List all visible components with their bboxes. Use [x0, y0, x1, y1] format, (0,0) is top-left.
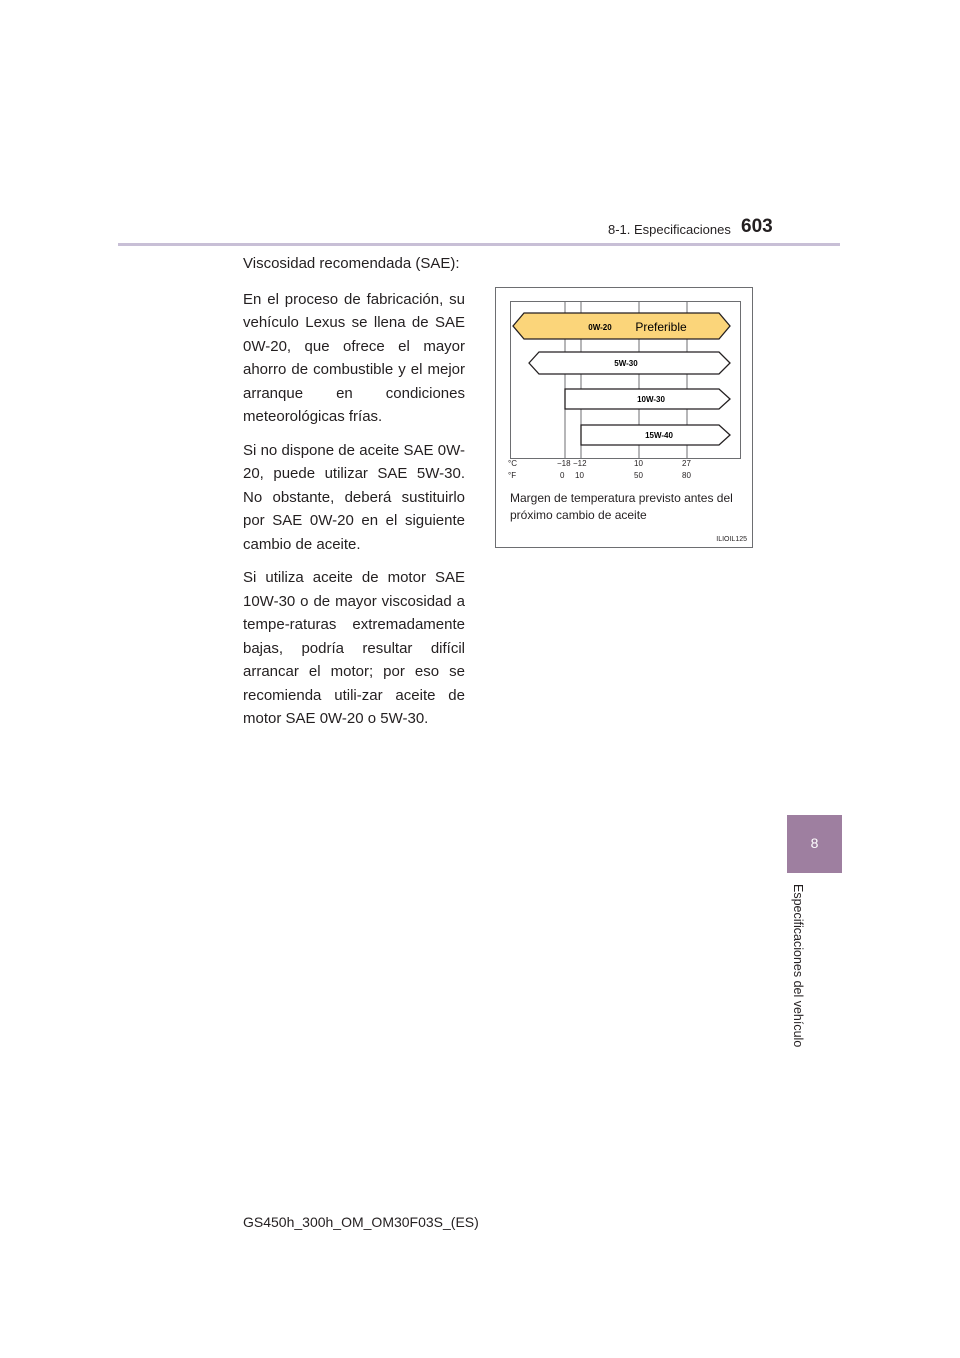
bar-15w-40: [581, 425, 730, 445]
header-divider: [118, 243, 840, 246]
bar-0w-20-shape: [513, 313, 730, 339]
bar-0w-20-label: 0W-20: [588, 323, 612, 332]
figure-id: ILIOIL125: [716, 536, 747, 543]
chapter-tab: [787, 815, 842, 873]
body-text: [243, 252, 465, 741]
chapter-title: Especificaciones del vehículo: [791, 884, 805, 1048]
unit-celsius: °C: [508, 459, 517, 468]
bar-0w-20-note: Preferible: [635, 320, 687, 334]
figure-caption: Margen de temperatura previsto antes del próximo cambio de aceite: [510, 491, 733, 522]
viscosity-figure: [495, 287, 753, 548]
tick-f: 80: [682, 471, 691, 480]
bar-5w-30-label: 5W-30: [614, 359, 638, 368]
bar-15w-40-label: 15W-40: [645, 431, 673, 440]
paragraph: En el proceso de fabricación, su vehículo Lexus se llena de SAE 0W-20, que ofrece el mayor ahorro de combustible y el mejor arranque en condiciones meteorológicas frías.: [243, 290, 465, 425]
document-code: GS450h_300h_OM_OM30F03S_(ES): [243, 1214, 479, 1230]
bar-0w-20: [513, 313, 730, 339]
viscosity-chart: [510, 301, 741, 459]
page-number: 603: [741, 216, 773, 237]
tick-f: 0: [560, 471, 565, 480]
paragraph-lead: Viscosidad recomendada (SAE):: [243, 255, 460, 272]
chapter-side-label: [787, 884, 805, 1054]
tick-f: 10: [575, 471, 584, 480]
tick-c: −12: [573, 459, 587, 468]
bar-5w-30: [529, 352, 730, 374]
section-title: 8-1. Especificaciones: [608, 222, 731, 237]
paragraph: Si no dispone de aceite SAE 0W-20, puede utilizar SAE 5W-30. No obstante, deberá sustituirlo por SAE 0W-20 en el siguiente cambio de aceite.: [243, 441, 465, 553]
unit-fahrenheit: °F: [508, 471, 517, 480]
tick-c: 27: [682, 459, 691, 468]
bar-10w-30: [565, 389, 730, 409]
tick-c: −18: [557, 459, 571, 468]
paragraph: Si utiliza aceite de motor SAE 10W-30 o de mayor viscosidad a tempe-raturas extremadamente bajas, podría resultar difícil arrancar el motor; por eso se recomienda utili-zar aceite de motor SAE 0W-20 o 5W-30.: [243, 569, 465, 727]
bar-10w-30-label: 10W-30: [637, 395, 665, 404]
chapter-number: 8: [810, 835, 819, 851]
viscosity-chart-svg: [511, 302, 740, 458]
tick-c: 10: [634, 459, 643, 468]
tick-f: 50: [634, 471, 643, 480]
